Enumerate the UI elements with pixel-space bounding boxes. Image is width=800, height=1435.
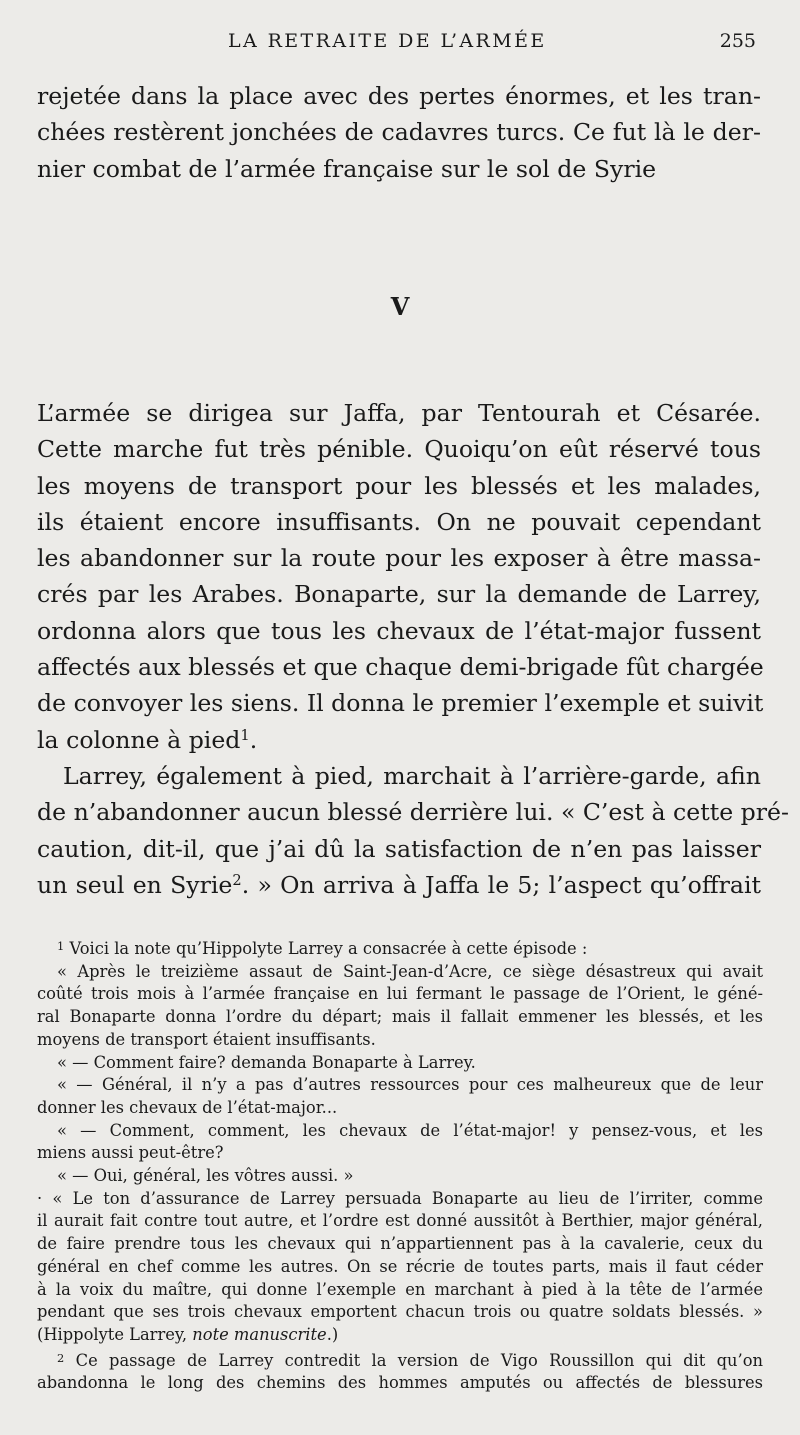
footnote-line: donner les chevaux de l’état-major...	[37, 1097, 338, 1117]
top-paragraph	[37, 78, 761, 187]
text-run: la colonne à pied	[37, 725, 241, 754]
footnote-line: ral Bonaparte donna l’ordre du départ; mais il fallait emmener les blessés, et les	[37, 1007, 763, 1027]
footnote-line: abandonna le long des chemins des hommes amputés ou affectés de blessures	[37, 1373, 763, 1393]
footnote-line: coûté trois mois à l’armée française en lui fermant le passage de l’Orient, le géné-	[37, 984, 763, 1004]
text-line: de convoyer les siens. Il donna le premier l’exemple et suivit	[37, 689, 764, 718]
footnote-line: « — Comment faire? demanda Bonaparte à Larrey.	[57, 1052, 476, 1072]
text-line: les abandonner sur la route pour les exposer à être massa-	[37, 544, 761, 573]
footnote-line: de faire prendre tous les chevaux qui n’appartiennent pas à la cavalerie, ceux du	[37, 1234, 763, 1254]
text-line: crés par les Arabes. Bonaparte, sur la demande de Larrey,	[37, 580, 761, 609]
footnote-mark: 2	[57, 1350, 65, 1365]
footnote-line: moyens de transport étaient insuffisants.	[37, 1029, 376, 1049]
footnote-line: « — Comment, comment, les chevaux de l’état-major! y pensez-vous, et les	[57, 1120, 763, 1140]
text-run: Voici la note qu’Hippolyte Larrey a consacrée à cette épisode :	[69, 938, 588, 958]
footnote-line: il aurait fait contre tout autre, et l’ordre est donné aussitôt à Berthier, major général,	[37, 1211, 763, 1231]
text-line: affectés aux blessés et que chaque demi-brigade fût chargée	[37, 653, 764, 682]
text-line: rejetée dans la place avec des pertes énormes, et les tran-	[37, 82, 761, 110]
footnote-mark: 1	[57, 939, 65, 953]
footnote-source	[37, 1324, 763, 1347]
footnote-line	[37, 1347, 763, 1373]
text-line: Larrey, également à pied, marchait à l’arrière-garde, afin	[63, 761, 761, 790]
text-run-italic: note manuscrite	[192, 1324, 327, 1344]
page-number: 255	[719, 30, 756, 52]
text-run: un seul en Syrie	[37, 870, 233, 899]
text-run: .)	[326, 1324, 339, 1344]
text-run: (Hippolyte Larrey,	[37, 1324, 193, 1344]
text-line: les moyens de transport pour les blessés et les malades,	[37, 471, 761, 500]
footnote-line: à la voix du maître, qui donne l’exemple en marchant à pied à la tête de l’armée	[37, 1279, 763, 1299]
text-line: la colonne à pied$^1$.	[37, 725, 258, 754]
text-run: Ce passage de Larrey contredit la version de Vigo Roussillon qui dit qu’on	[75, 1350, 763, 1370]
main-text	[37, 395, 789, 903]
footnote-line: « — Oui, général, les vôtres aussi. »	[57, 1166, 354, 1186]
running-header	[0, 30, 800, 60]
text-line: ordonna alors que tous les chevaux de l’état-major fussent	[37, 616, 761, 645]
text-line: caution, dit-il, que j’ai dû la satisfaction de n’en pas laisser	[37, 834, 761, 863]
paragraph-continued	[37, 794, 789, 903]
footnote-line: miens aussi peut-être?	[37, 1143, 224, 1163]
paragraph	[37, 758, 761, 794]
footnote-line: général en chef comme les autres. On se récrie de toutes parts, mais il faut céder	[37, 1256, 763, 1276]
text-line: L’armée se dirigea sur Jaffa, par Tentourah et Césarée.	[37, 399, 761, 427]
footnote-line: · « Le ton d’assurance de Larrey persuada Bonaparte au lieu de l’irriter, comme	[37, 1188, 763, 1208]
text-line	[37, 867, 761, 903]
paragraph	[37, 395, 764, 758]
text-line: nier combat de l’armée française sur le sol de Syrie	[37, 154, 657, 183]
footnote-line: « — Général, il n’y a pas d’autres ressources pour ces malheureux que de leur	[57, 1075, 763, 1095]
footnote-reference[interactable]: 2	[232, 871, 242, 889]
running-title: LA RETRAITE DE L’ARMÉE	[228, 30, 547, 52]
text-line: de n’abandonner aucun blessé derrière lui. « C’est à cette pré-	[37, 798, 789, 827]
footnote-line: pendant que ses trois chevaux emportent chacun trois ou quatre soldats blessés. »	[37, 1302, 763, 1322]
footnote-line: « Après le treizième assaut de Saint-Jean-d’Acre, ce siège désastreux qui avait	[57, 961, 763, 981]
text-line: ils étaient encore insuffisants. On ne pouvait cependant	[37, 507, 761, 536]
footnote-reference[interactable]: 1	[240, 726, 250, 744]
text-run: . » On arriva à Jaffa le 5; l’aspect qu’offrait	[241, 870, 761, 899]
footnotes	[37, 935, 763, 1395]
text-line: Cette marche fut très pénible. Quoiqu’on eût réservé tous	[37, 435, 761, 464]
section-heading: V	[390, 292, 410, 321]
text-line: chées restèrent jonchées de cadavres turcs. Ce fut là le der-	[37, 118, 761, 147]
footnote-line	[37, 935, 763, 961]
